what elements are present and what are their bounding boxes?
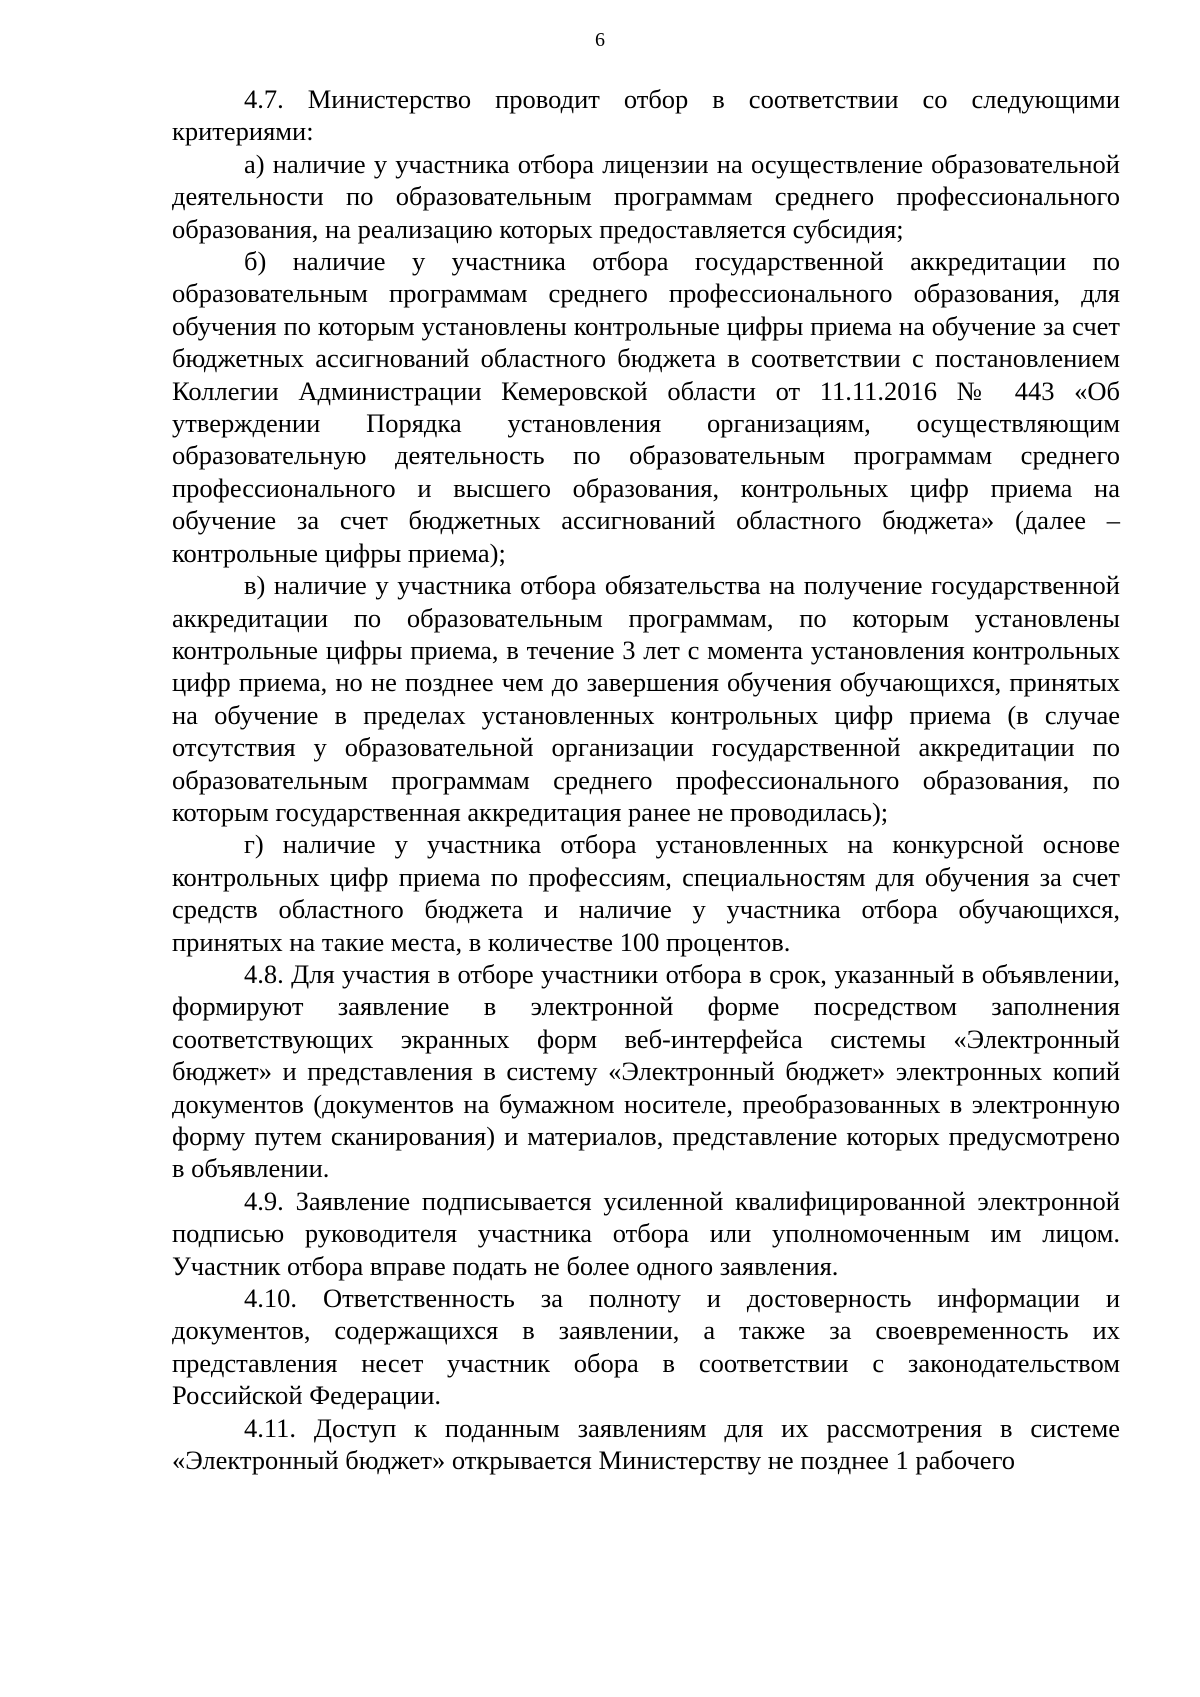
document-body bbox=[172, 83, 1120, 1476]
paragraph-4-8: 4.8. Для участия в отборе участники отбора в срок, указанный в объявлении, формируют заявление в электронной форме посредством заполнения соответствующих экранных форм веб-интерфейса системы «Электронный бюджет» и представления в систему «Электронный бюджет» электронных копий документов (документов на бумажном носителе, преобразованных в электронную форму путем сканирования) и материалов, представление которых предусмотрено в объявлении. bbox=[172, 958, 1120, 1184]
paragraph-4-9: 4.9. Заявление подписывается усиленной квалифицированной электронной подписью руководителя участника отбора или уполномоченным им лицом. Участник отбора вправе подать не более одного заявления. bbox=[172, 1185, 1120, 1281]
paragraph-4-7: 4.7. Министерство проводит отбор в соответствии со следующими критериями: bbox=[172, 84, 1120, 147]
paragraph-4-11: 4.11. Доступ к поданным заявлениям для их рассмотрения в системе «Электронный бюджет» открывается Министерству не позднее 1 рабочего bbox=[172, 1412, 1120, 1476]
paragraph-item-v: в) наличие у участника отбора обязательства на получение государственной аккредитации по образовательным программам, по которым установлены контрольные цифры приема, в течение 3 лет с момента установления контрольных цифр приема, но не позднее чем до завершения обучения обучающихся, принятых на обучение в пределах установленных контрольных цифр приема (в случае отсутствия у образовательной организации государственной аккредитации по образовательным программам среднего профессионального образования, по которым государственная аккредитация ранее не проводилась); bbox=[172, 570, 1120, 827]
paragraph-item-a: а) наличие у участника отбора лицензии на осуществление образовательной деятельности по образовательным программам среднего профессионального образования, на реализацию которых предоставляется субсидия; bbox=[172, 148, 1120, 244]
page-number: 6 bbox=[595, 29, 605, 51]
paragraph-item-g: г) наличие у участника отбора установленных на конкурсной основе контрольных цифр приема по профессиям, специальностям для обучения за счет средств областного бюджета и наличие у участника отбора обучающихся, принятых на такие места, в количестве 100 процентов. bbox=[172, 829, 1120, 957]
paragraph-item-b: б) наличие у участника отбора государственной аккредитации по образовательным программам среднего профессионального образования, для обучения по которым установлены контрольные цифры приема на обучение за счет бюджетных ассигнований областного бюджета в соответствии с постановлением Коллегии Администрации Кемеровской области от 11.11.2016 № 443 «Об утверждении Порядка установления организациям, осуществляющим образовательную деятельность по образовательным программам среднего профессионального и высшего образования, контрольных цифр приема на обучение за счет бюджетных ассигнований областного бюджета» (далее – контрольные цифры приема); bbox=[172, 246, 1120, 568]
paragraph-4-10: 4.10. Ответственность за полноту и достоверность информации и документов, содержащихся в заявлении, а также за своевременность их представления несет участник обора в соответствии с законодательством Российской Федерации. bbox=[172, 1283, 1120, 1411]
